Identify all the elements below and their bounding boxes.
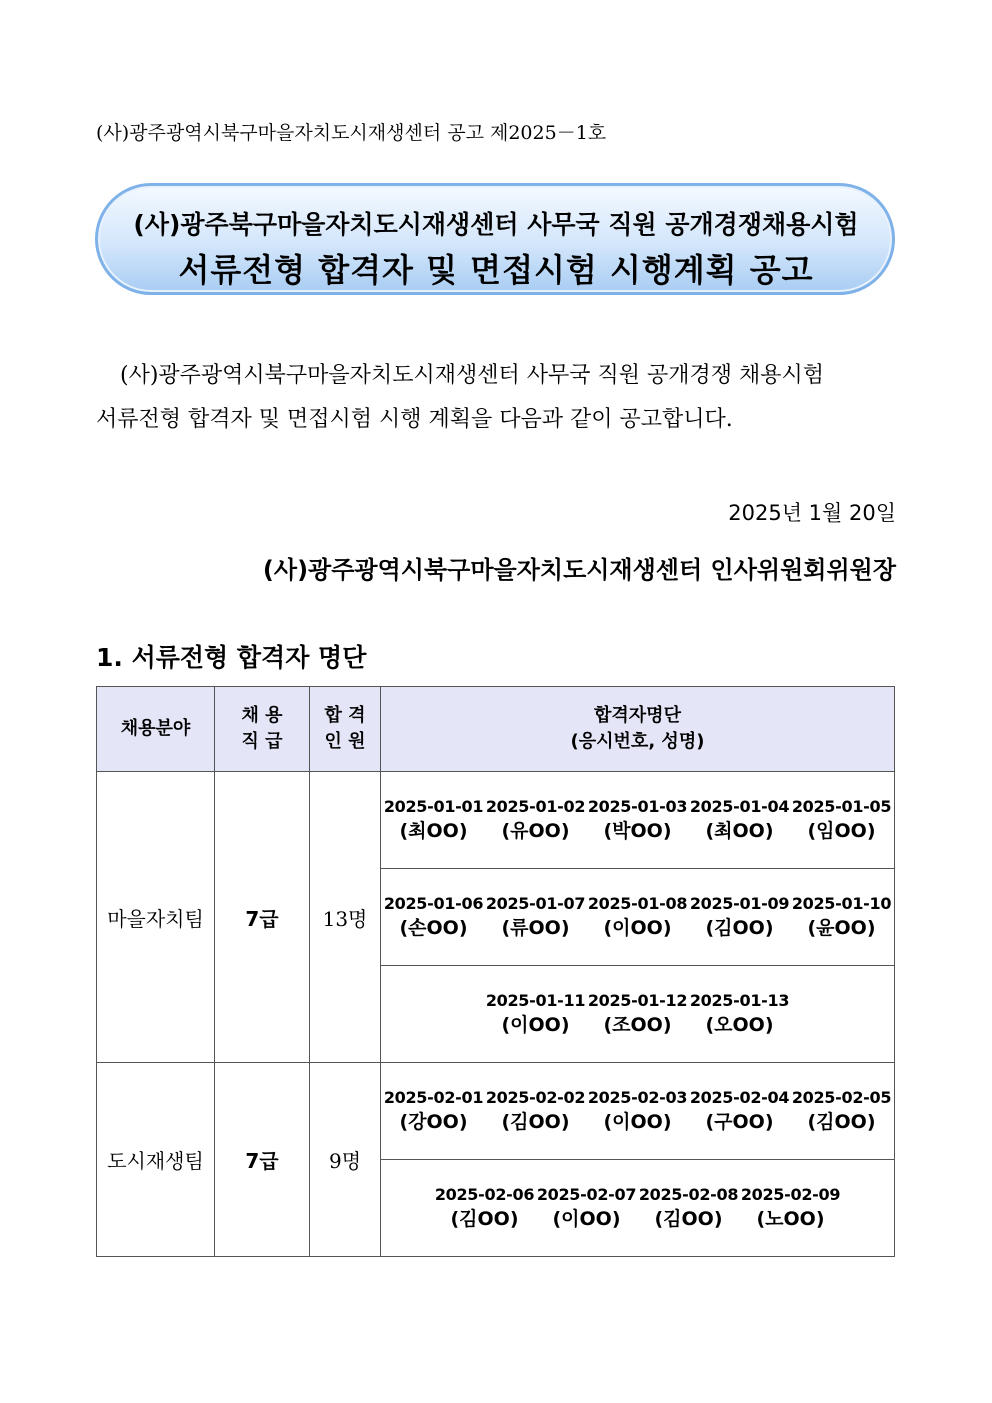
applicant-number: 2025-02-09 (740, 1185, 841, 1204)
applicant-name: (강OO) (399, 1111, 468, 1133)
table-header-row (97, 687, 895, 772)
applicant-number: 2025-01-03 (587, 797, 688, 816)
passer-entry (485, 893, 587, 941)
passer-entry (587, 796, 689, 844)
passer-entry (791, 796, 893, 844)
grade-cell: 7급 (215, 772, 310, 1063)
applicant-name: (김OO) (654, 1208, 723, 1230)
passer-entry (383, 1087, 485, 1135)
notice-number: (사)광주광역시북구마을자치도시재생센터 공고 제2025－1호 (96, 122, 607, 144)
passer-entry (689, 990, 791, 1038)
applicant-name: (노OO) (756, 1208, 825, 1230)
passer-entry (791, 893, 893, 941)
count-cell: 9명 (310, 1063, 381, 1257)
intro-line1: (사)광주광역시북구마을자치도시재생센터 사무국 직원 공개경쟁 채용시험 (120, 363, 824, 388)
passer-entry (485, 990, 587, 1038)
applicant-name: (김OO) (501, 1111, 570, 1133)
table-row (97, 1063, 895, 1160)
applicant-number: 2025-01-04 (689, 797, 790, 816)
passer-entry (740, 1184, 842, 1232)
header-grade: 채 용 직 급 (215, 687, 310, 772)
passer-entry (689, 893, 791, 941)
applicant-number: 2025-02-06 (434, 1185, 535, 1204)
applicant-name: (손OO) (399, 917, 468, 939)
applicant-number: 2025-01-10 (791, 894, 892, 913)
count-cell: 13명 (310, 772, 381, 1063)
signer: (사)광주광역시북구마을자치도시재생센터 인사위원회위원장 (262, 556, 896, 584)
passer-entry (689, 1087, 791, 1135)
header-field: 채용분야 (97, 687, 215, 772)
field-cell: 도시재생팀 (97, 1063, 215, 1257)
passers-table (96, 686, 895, 1257)
passer-entry (485, 1087, 587, 1135)
applicant-name: (이OO) (552, 1208, 621, 1230)
applicant-number: 2025-02-01 (383, 1088, 484, 1107)
passer-entry (485, 796, 587, 844)
applicant-name: (최OO) (399, 820, 468, 842)
applicant-name: (이OO) (603, 917, 672, 939)
title-line1: (사)광주북구마을자치도시재생센터 사무국 직원 공개경쟁채용시험 (133, 210, 859, 239)
passer-entry (689, 796, 791, 844)
title-line2: 서류전형 합격자 및 면접시험 시행계획 공고 (178, 251, 814, 289)
applicant-name: (김OO) (450, 1208, 519, 1230)
header-count: 합 격 인 원 (310, 687, 381, 772)
passer-entry (791, 1087, 893, 1135)
applicant-number: 2025-01-09 (689, 894, 790, 913)
applicant-name: (오OO) (705, 1014, 774, 1036)
header-names: 합격자명단 (응시번호, 성명) (381, 687, 895, 772)
passer-entry (587, 893, 689, 941)
applicant-number: 2025-02-05 (791, 1088, 892, 1107)
names-cell (381, 1063, 895, 1160)
names-cell (381, 966, 895, 1063)
applicant-name: (임OO) (807, 820, 876, 842)
passer-entry (587, 990, 689, 1038)
applicant-number: 2025-01-06 (383, 894, 484, 913)
applicant-number: 2025-01-13 (689, 991, 790, 1010)
applicant-number: 2025-01-11 (485, 991, 586, 1010)
applicant-number: 2025-02-03 (587, 1088, 688, 1107)
names-cell (381, 1160, 895, 1257)
table-row (97, 772, 895, 869)
applicant-number: 2025-02-08 (638, 1185, 739, 1204)
names-cell (381, 772, 895, 869)
applicant-name: (최OO) (705, 820, 774, 842)
passer-entry (536, 1184, 638, 1232)
applicant-name: (류OO) (501, 917, 570, 939)
passer-entry (383, 893, 485, 941)
passer-entry (434, 1184, 536, 1232)
notice-date: 2025년 1월 20일 (728, 501, 896, 525)
applicant-name: (이OO) (501, 1014, 570, 1036)
table-body (97, 772, 895, 1257)
field-cell: 마을자치팀 (97, 772, 215, 1063)
passer-entry (587, 1087, 689, 1135)
applicant-number: 2025-01-05 (791, 797, 892, 816)
applicant-number: 2025-01-02 (485, 797, 586, 816)
intro-line2: 서류전형 합격자 및 면접시험 시행 계획을 다음과 같이 공고합니다. (96, 407, 733, 432)
applicant-number: 2025-02-07 (536, 1185, 637, 1204)
applicant-number: 2025-01-07 (485, 894, 586, 913)
applicant-number: 2025-01-01 (383, 797, 484, 816)
applicant-number: 2025-01-12 (587, 991, 688, 1010)
applicant-number: 2025-02-02 (485, 1088, 586, 1107)
applicant-number: 2025-01-08 (587, 894, 688, 913)
applicant-name: (이OO) (603, 1111, 672, 1133)
passer-entry (383, 796, 485, 844)
applicant-name: (윤OO) (807, 917, 876, 939)
applicant-name: (김OO) (807, 1111, 876, 1133)
applicant-name: (유OO) (501, 820, 570, 842)
applicant-number: 2025-02-04 (689, 1088, 790, 1107)
applicant-name: (김OO) (705, 917, 774, 939)
grade-cell: 7급 (215, 1063, 310, 1257)
section-heading: 1. 서류전형 합격자 명단 (96, 643, 367, 672)
applicant-name: (구OO) (705, 1111, 774, 1133)
applicant-name: (박OO) (603, 820, 672, 842)
names-cell (381, 869, 895, 966)
passer-entry (638, 1184, 740, 1232)
applicant-name: (조OO) (603, 1014, 672, 1036)
